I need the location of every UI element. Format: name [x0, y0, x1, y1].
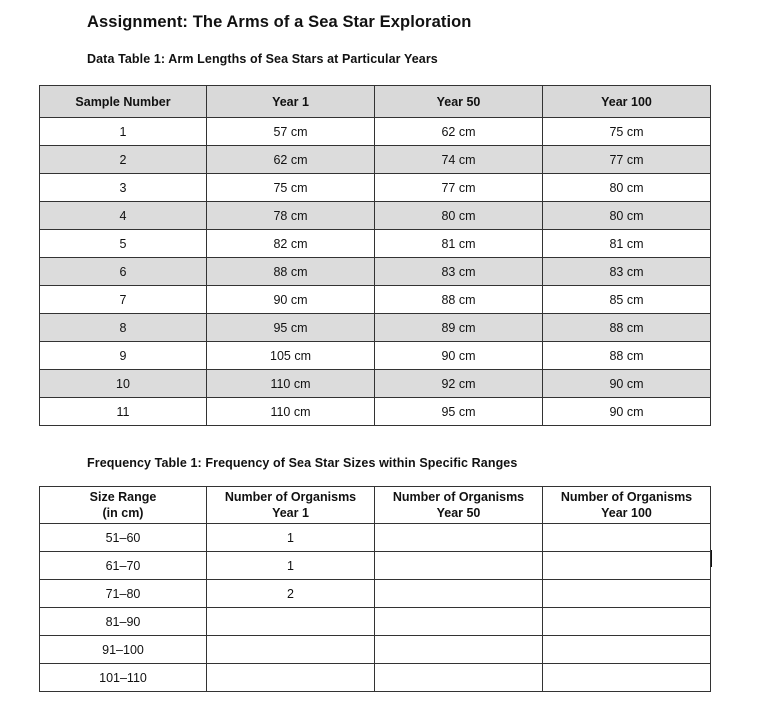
count-year-1-cell[interactable]: 1 — [207, 524, 375, 552]
year-1-cell[interactable]: 95 cm — [207, 314, 375, 342]
year-100-cell[interactable]: 90 cm — [543, 398, 711, 426]
sample-number-cell[interactable]: 1 — [40, 118, 207, 146]
header-organisms-year-1 — [207, 487, 375, 524]
year-1-cell[interactable]: 62 cm — [207, 146, 375, 174]
count-year-50-cell[interactable] — [375, 524, 543, 552]
header-organisms-year-50 — [375, 487, 543, 524]
sample-number-cell[interactable]: 7 — [40, 286, 207, 314]
sample-number-cell[interactable]: 6 — [40, 258, 207, 286]
text-cursor — [711, 550, 712, 567]
frequency-table — [39, 486, 711, 692]
year-50-cell[interactable]: 74 cm — [375, 146, 543, 174]
header-line: Size Range — [89, 490, 157, 504]
year-50-cell[interactable]: 95 cm — [375, 398, 543, 426]
year-1-cell[interactable]: 78 cm — [207, 202, 375, 230]
header-year-1: Year 1 — [207, 86, 375, 118]
sample-number-cell[interactable]: 5 — [40, 230, 207, 258]
count-year-100-cell[interactable] — [543, 664, 711, 692]
header-year-50: Year 50 — [375, 86, 543, 118]
table-row — [40, 370, 711, 398]
year-50-cell[interactable]: 88 cm — [375, 286, 543, 314]
count-year-100-cell[interactable] — [543, 608, 711, 636]
table-row — [40, 342, 711, 370]
count-year-50-cell[interactable] — [375, 608, 543, 636]
table-row — [40, 398, 711, 426]
header-line: Number of Organisms — [224, 490, 357, 504]
table-row — [40, 174, 711, 202]
header-line: Number of Organisms — [392, 490, 525, 504]
year-1-cell[interactable]: 105 cm — [207, 342, 375, 370]
year-1-cell[interactable]: 110 cm — [207, 398, 375, 426]
count-year-100-cell[interactable] — [543, 524, 711, 552]
year-50-cell[interactable]: 77 cm — [375, 174, 543, 202]
header-sample-number: Sample Number — [40, 86, 207, 118]
frequency-table-caption: Frequency Table 1: Frequency of Sea Star Sizes within Specific Ranges — [87, 456, 518, 470]
count-year-50-cell[interactable] — [375, 664, 543, 692]
table-row — [40, 258, 711, 286]
table-row — [40, 202, 711, 230]
table-header-row — [40, 487, 711, 524]
sample-number-cell[interactable]: 3 — [40, 174, 207, 202]
sample-number-cell[interactable]: 11 — [40, 398, 207, 426]
year-100-cell[interactable]: 88 cm — [543, 342, 711, 370]
table-row — [40, 230, 711, 258]
year-1-cell[interactable]: 82 cm — [207, 230, 375, 258]
count-year-1-cell[interactable] — [207, 664, 375, 692]
header-line: Number of Organisms — [560, 490, 693, 504]
table-header-row — [40, 86, 711, 118]
arm-length-table — [39, 85, 711, 426]
header-line: (in cm) — [102, 506, 144, 520]
header-size-range — [40, 487, 207, 524]
sample-number-cell[interactable]: 10 — [40, 370, 207, 398]
sample-number-cell[interactable]: 4 — [40, 202, 207, 230]
header-year-100: Year 100 — [543, 86, 711, 118]
year-1-cell[interactable]: 88 cm — [207, 258, 375, 286]
header-line: Year 50 — [436, 506, 481, 520]
count-year-100-cell[interactable] — [543, 552, 711, 580]
year-100-cell[interactable]: 81 cm — [543, 230, 711, 258]
year-50-cell[interactable]: 92 cm — [375, 370, 543, 398]
table-row — [40, 636, 711, 664]
table-row — [40, 524, 711, 552]
sample-number-cell[interactable]: 2 — [40, 146, 207, 174]
size-range-cell[interactable]: 101–110 — [40, 664, 207, 692]
table-row — [40, 314, 711, 342]
year-100-cell[interactable]: 90 cm — [543, 370, 711, 398]
sample-number-cell[interactable]: 9 — [40, 342, 207, 370]
size-range-cell[interactable]: 81–90 — [40, 608, 207, 636]
table-row — [40, 664, 711, 692]
count-year-50-cell[interactable] — [375, 580, 543, 608]
count-year-100-cell[interactable] — [543, 580, 711, 608]
sample-number-cell[interactable]: 8 — [40, 314, 207, 342]
count-year-1-cell[interactable] — [207, 608, 375, 636]
table-row — [40, 286, 711, 314]
year-100-cell[interactable]: 80 cm — [543, 174, 711, 202]
year-100-cell[interactable]: 80 cm — [543, 202, 711, 230]
count-year-100-cell[interactable] — [543, 636, 711, 664]
year-100-cell[interactable]: 77 cm — [543, 146, 711, 174]
year-1-cell[interactable]: 57 cm — [207, 118, 375, 146]
size-range-cell[interactable]: 61–70 — [40, 552, 207, 580]
header-line: Year 1 — [272, 506, 309, 520]
count-year-50-cell[interactable] — [375, 636, 543, 664]
year-50-cell[interactable]: 90 cm — [375, 342, 543, 370]
year-1-cell[interactable]: 75 cm — [207, 174, 375, 202]
size-range-cell[interactable]: 71–80 — [40, 580, 207, 608]
table-row — [40, 608, 711, 636]
year-100-cell[interactable]: 83 cm — [543, 258, 711, 286]
count-year-1-cell[interactable]: 2 — [207, 580, 375, 608]
count-year-1-cell[interactable] — [207, 636, 375, 664]
table-row — [40, 146, 711, 174]
table-row — [40, 118, 711, 146]
size-range-cell[interactable]: 91–100 — [40, 636, 207, 664]
count-year-1-cell[interactable]: 1 — [207, 552, 375, 580]
year-50-cell[interactable]: 89 cm — [375, 314, 543, 342]
data-table-caption: Data Table 1: Arm Lengths of Sea Stars at Particular Years — [87, 52, 438, 66]
year-50-cell[interactable]: 62 cm — [375, 118, 543, 146]
header-organisms-year-100 — [543, 487, 711, 524]
page-title: Assignment: The Arms of a Sea Star Exploration — [87, 13, 472, 31]
header-line: Year 100 — [601, 506, 652, 520]
year-50-cell[interactable]: 80 cm — [375, 202, 543, 230]
size-range-cell[interactable]: 51–60 — [40, 524, 207, 552]
year-50-cell[interactable]: 83 cm — [375, 258, 543, 286]
year-100-cell[interactable]: 75 cm — [543, 118, 711, 146]
year-1-cell[interactable]: 90 cm — [207, 286, 375, 314]
table-row — [40, 552, 711, 580]
count-year-50-cell[interactable] — [375, 552, 543, 580]
year-100-cell[interactable]: 88 cm — [543, 314, 711, 342]
table-row — [40, 580, 711, 608]
year-1-cell[interactable]: 110 cm — [207, 370, 375, 398]
year-100-cell[interactable]: 85 cm — [543, 286, 711, 314]
year-50-cell[interactable]: 81 cm — [375, 230, 543, 258]
